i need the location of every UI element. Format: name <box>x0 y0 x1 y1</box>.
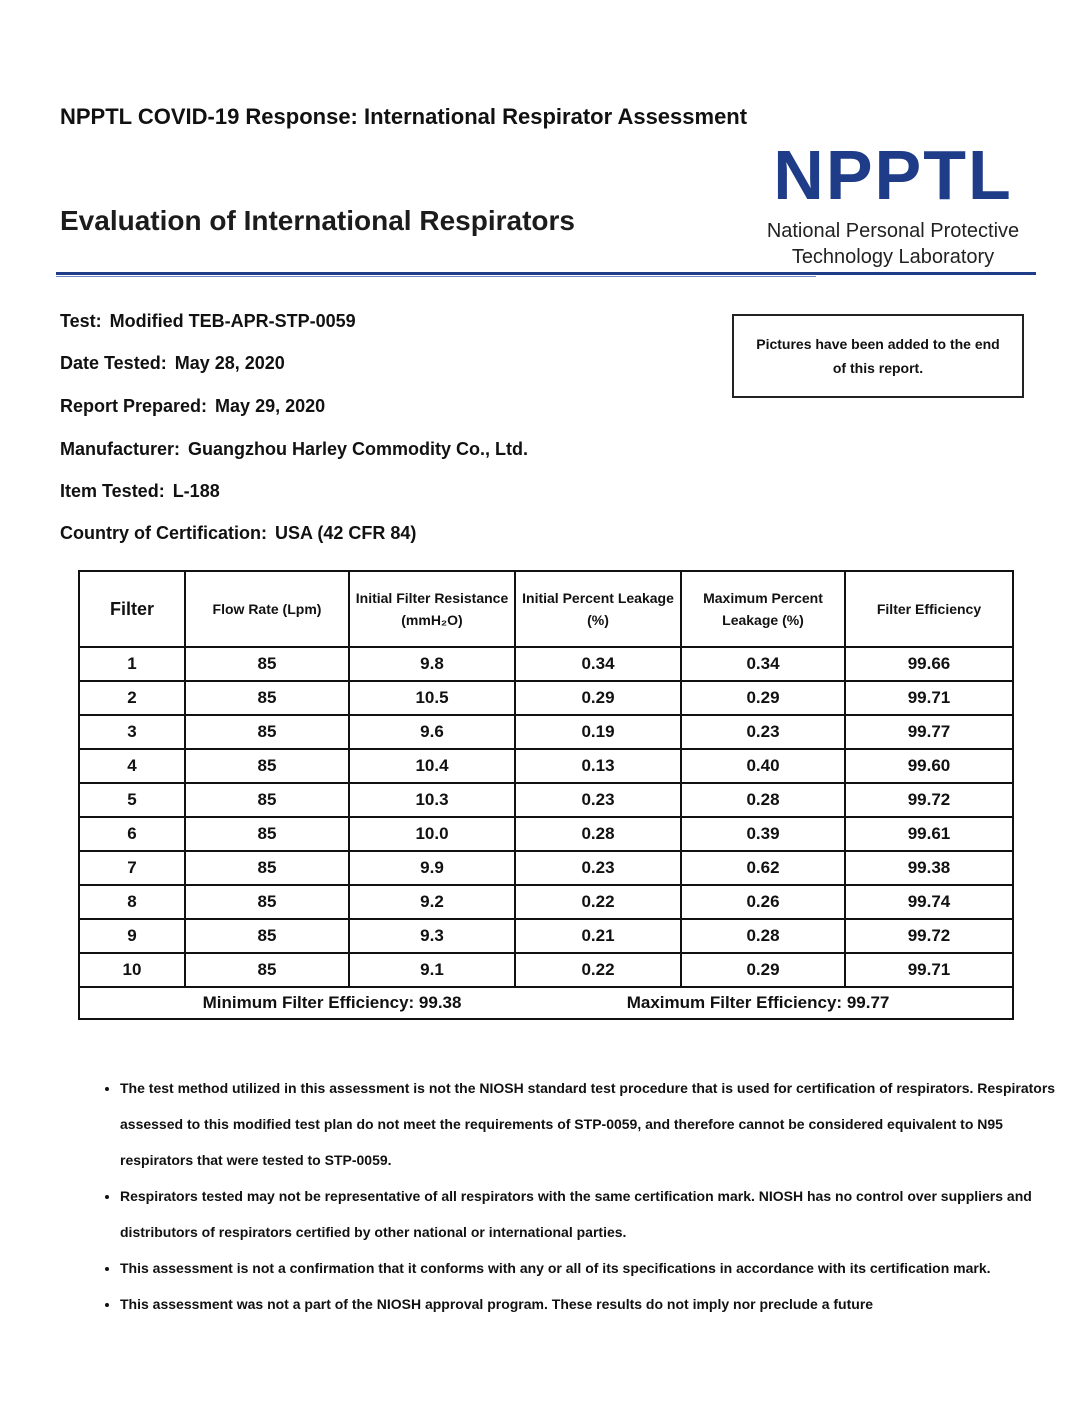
meta-report-prepared <box>60 396 325 417</box>
list-item: • Respirators tested may not be representative of all respirators with the same certification mark. NIOSH has no control over suppliers and distributors of respirators certified by other national or international parties. <box>120 1178 1070 1250</box>
table-cell: 99.71 <box>845 681 1013 715</box>
table-cell: 10 <box>79 953 185 987</box>
table-cell: 0.29 <box>515 681 681 715</box>
table-cell: 0.13 <box>515 749 681 783</box>
list-item: • The test method utilized in this assessment is not the NIOSH standard test procedure that is used for certification of respirators. Respirators assessed to this modified test plan do not meet the requirements of STP-0059, and therefore cannot be considered equivalent to N95 respirators that were tested to STP-0059. <box>120 1070 1070 1178</box>
table-cell: 9.8 <box>349 647 515 681</box>
table-cell: 99.72 <box>845 919 1013 953</box>
table-row <box>79 715 1013 749</box>
table-cell: 0.22 <box>515 953 681 987</box>
meta-value: May 28, 2020 <box>174 353 285 373</box>
meta-test <box>60 311 356 332</box>
table-row <box>79 885 1013 919</box>
pictures-note-box: Pictures have been added to the end of this report. <box>732 314 1024 398</box>
logo-line-1: National Personal Protective <box>766 220 1020 242</box>
table-cell: 0.40 <box>681 749 845 783</box>
table-cell: 0.62 <box>681 851 845 885</box>
meta-value: Modified TEB-APR-STP-0059 <box>109 311 356 331</box>
table-cell: 0.19 <box>515 715 681 749</box>
meta-value: Guangzhou Harley Commodity Co., Ltd. <box>188 439 529 459</box>
max-efficiency: Maximum Filter Efficiency: 99.77 <box>626 993 890 1012</box>
column-header: Initial Percent Leakage (%) <box>515 571 681 647</box>
table-cell: 10.0 <box>349 817 515 851</box>
page-title: Evaluation of International Respirators <box>60 205 575 236</box>
table-cell: 10.3 <box>349 783 515 817</box>
meta-value: May 29, 2020 <box>215 396 326 416</box>
table-cell: 5 <box>79 783 185 817</box>
column-header: Maximum Percent Leakage (%) <box>681 571 845 647</box>
header-divider <box>56 272 1036 275</box>
meta-item-tested <box>60 481 220 502</box>
table-cell: 0.39 <box>681 817 845 851</box>
column-header: Initial Filter Resistance (mmH₂O) <box>349 571 515 647</box>
table-cell: 9.1 <box>349 953 515 987</box>
meta-date-tested <box>60 353 285 374</box>
table-cell: 0.23 <box>515 851 681 885</box>
table-row <box>79 681 1013 715</box>
meta-value: L-188 <box>172 481 220 501</box>
table-cell: 9 <box>79 919 185 953</box>
column-header: Filter Efficiency <box>845 571 1013 647</box>
table-cell: 2 <box>79 681 185 715</box>
table-cell: 1 <box>79 647 185 681</box>
column-header: Flow Rate (Lpm) <box>185 571 349 647</box>
results-table <box>78 570 1014 1020</box>
table-cell: 99.38 <box>845 851 1013 885</box>
meta-label: Test: <box>60 311 102 331</box>
table-cell: 99.77 <box>845 715 1013 749</box>
table-cell: 3 <box>79 715 185 749</box>
table-row <box>79 919 1013 953</box>
table-cell: 0.29 <box>681 681 845 715</box>
disclaimer-list <box>86 1070 1070 1322</box>
table-row <box>79 647 1013 681</box>
table-cell: 85 <box>185 953 349 987</box>
logo-line-2: Technology Laboratory <box>791 246 995 268</box>
table-cell: 85 <box>185 681 349 715</box>
table-cell: 0.26 <box>681 885 845 919</box>
table-cell: 99.60 <box>845 749 1013 783</box>
list-item: • This assessment was not a part of the NIOSH approval program. These results do not imply nor preclude a future <box>120 1286 1070 1322</box>
meta-label: Item Tested: <box>60 481 165 501</box>
meta-value: USA (42 CFR 84) <box>275 523 417 543</box>
table-cell: 9.3 <box>349 919 515 953</box>
table-cell: 0.29 <box>681 953 845 987</box>
table-cell: 99.74 <box>845 885 1013 919</box>
min-efficiency: Minimum Filter Efficiency: 99.38 <box>202 993 462 1012</box>
table-cell: 4 <box>79 749 185 783</box>
list-item: • This assessment is not a confirmation that it conforms with any or all of its specifications in accordance with its certification mark. <box>120 1250 1070 1286</box>
table-cell: 99.61 <box>845 817 1013 851</box>
table-cell: 85 <box>185 783 349 817</box>
meta-label: Date Tested: <box>60 353 167 373</box>
table-cell: 85 <box>185 715 349 749</box>
table-cell: 0.28 <box>515 817 681 851</box>
column-header: Filter <box>79 571 185 647</box>
table-cell: 10.4 <box>349 749 515 783</box>
table-cell: 85 <box>185 851 349 885</box>
table-cell: 0.23 <box>515 783 681 817</box>
table-row <box>79 749 1013 783</box>
table-cell: 0.34 <box>681 647 845 681</box>
table-row <box>79 817 1013 851</box>
logo-mark: NPPTL <box>773 136 1013 214</box>
report-header: NPPTL COVID-19 Response: International Respirator Assessment <box>60 104 748 129</box>
table-cell: 0.21 <box>515 919 681 953</box>
table-cell: 9.6 <box>349 715 515 749</box>
table-cell: 85 <box>185 919 349 953</box>
table-cell: 85 <box>185 885 349 919</box>
table-cell: 0.22 <box>515 885 681 919</box>
summary-row <box>79 987 1013 1019</box>
table-header-row <box>79 571 1013 647</box>
meta-label: Report Prepared: <box>60 396 208 416</box>
npptl-logo <box>748 136 1038 270</box>
meta-manufacturer <box>60 439 528 460</box>
table-row <box>79 783 1013 817</box>
table-cell: 0.23 <box>681 715 845 749</box>
table-cell: 0.34 <box>515 647 681 681</box>
table-cell: 8 <box>79 885 185 919</box>
table-row <box>79 851 1013 885</box>
table-cell: 85 <box>185 817 349 851</box>
table-cell: 85 <box>185 647 349 681</box>
table-cell: 0.28 <box>681 783 845 817</box>
table-cell: 99.72 <box>845 783 1013 817</box>
table-cell: 6 <box>79 817 185 851</box>
table-cell: 10.5 <box>349 681 515 715</box>
meta-label: Country of Certification: <box>60 523 267 543</box>
header-divider-thin <box>56 276 816 277</box>
table-cell: 7 <box>79 851 185 885</box>
meta-country <box>60 523 416 544</box>
meta-label: Manufacturer: <box>60 439 181 459</box>
table-cell: 0.28 <box>681 919 845 953</box>
table-cell: 99.71 <box>845 953 1013 987</box>
table-cell: 9.9 <box>349 851 515 885</box>
summary-cell <box>79 987 1013 1019</box>
table-cell: 9.2 <box>349 885 515 919</box>
table-cell: 99.66 <box>845 647 1013 681</box>
table-row <box>79 953 1013 987</box>
table-cell: 85 <box>185 749 349 783</box>
